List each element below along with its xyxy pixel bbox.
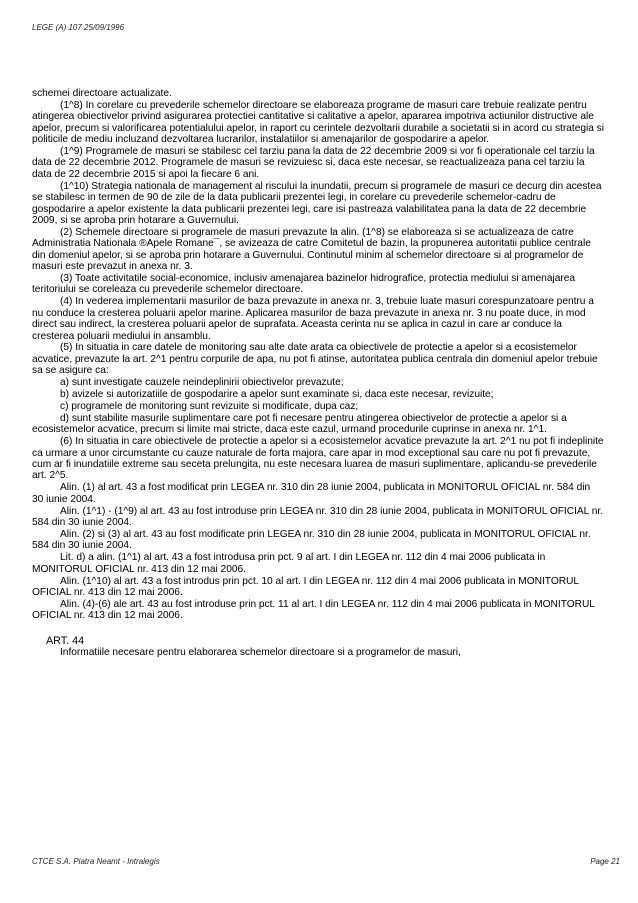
list-item-b: b) avizele si autorizatiile de gospodarire a apelor sunt examinate si, daca este necesar, revizuite; xyxy=(60,389,494,401)
list-item-c: c) programele de monitoring sunt revizuite si modificate, dupa caz; xyxy=(60,400,359,412)
list-item-d: d) sunt stabilite masurile suplimentare care pot fi necesare pentru atingerea obiectivelor de protectie a apelor si a ecosistemelor acvatice, precum si limite mai stricte, daca este cazul, urmand procedurile cuprinse in anexa nr. 1^1. xyxy=(32,412,567,436)
footer-source: CTCE S.A. Piatra Neamt - Intralegis xyxy=(32,857,160,866)
list-item-a: a) sunt investigate cauzele neindeplinirii obiectivelor prevazute; xyxy=(60,377,344,389)
document-body xyxy=(32,88,604,659)
paragraph-3: (3) Toate activitatile social-economice, inclusiv amenajarea bazinelor hidrografice, protectia mediului si amenajarea teritoriului se coreleaza cu prevederile schemelor directoare. xyxy=(32,273,576,296)
amendment-note: Alin. (2) si (3) al art. 43 au fost modificate prin LEGEA nr. 310 din 28 iunie 2004, publicata in MONITORUL OFICIAL nr. 584 din 30 iunie 2004. xyxy=(32,528,591,552)
page-header: LEGE (A) 107 25/09/1996 xyxy=(32,23,125,32)
amendment-note: Alin. (4)-(6) ale art. 43 au fost introduse prin pct. 11 al art. I din LEGEA nr. 112 din 4 mai 2006 publicata in MONITORUL OFICIAL nr. 413 din 12 mai 2006. xyxy=(32,598,595,622)
article-heading: ART. 44 xyxy=(46,634,85,647)
amendment-note: Lit. d) a alin. (1^1) al art. 43 a fost introdusa prin pct. 9 al art. I din LEGEA nr. 112 din 4 mai 2006 publicata in MONITORUL OFICIAL nr. 413 din 12 mai 2006. xyxy=(32,552,546,575)
article-text: Informatiile necesare pentru elaborarea schemelor directoare si a programelor de masuri, xyxy=(60,647,461,659)
amendment-note: Alin. (1^10) al art. 43 a fost introdus prin pct. 10 al art. I din LEGEA nr. 112 din 4 mai 2006 publicata in MONITORUL OFICIAL nr. 413 din 12 mai 2006. xyxy=(32,575,579,598)
paragraph-1-10: (1^10) Strategia nationala de management al riscului la inundatii, precum si programele de masuri ce decurg din acestea se stabilesc in termen de 90 de zile de la data publicarii prezentei legi, in corelare cu prevederile schemelor-cadru de gospodarire a apelor existente la data publicarii prezentei legi, care isi pastreaza valabilitatea pana la data de 22 decembrie 2009, si se aproba prin hotarare a Guvernului. xyxy=(32,180,602,226)
amendment-note: Alin. (1) al art. 43 a fost modificat prin LEGEA nr. 310 din 28 iunie 2004, publicata in MONITORUL OFICIAL nr. 584 din 30 iunie 2004. xyxy=(32,482,591,505)
paragraph-5: (5) In situatia in care datele de monitoring sau alte date arata ca obiectivele de protectie a apelor si a ecosistemelor acvatice, prevazute la art. 2^1 pentru corpurile de apa, nu pot fi atinse, autoritatea publica centrala din domeniul apelor trebuie sa se asigure ca: xyxy=(32,342,598,377)
amendment-note: Alin. (1^1) - (1^9) al art. 43 au fost introduse prin LEGEA nr. 310 din 28 iunie 2004, publicata in MONITORUL OFICIAL nr. 584 din 30 iunie 2004. xyxy=(32,505,604,529)
paragraph-1-9: (1^9) Programele de masuri se stabilesc cel tarziu pana la data de 22 decembrie 2009 si vor fi operationale cel tarziu la data de 22 decembrie 2012. Programele de masuri se revizuiesc si, daca este necesar, se reactualizeaza pana cel tarziu la data de 22 decembrie 2015 si apoi la fiecare 6 ani. xyxy=(32,146,595,180)
paragraph-1-8: (1^8) In corelare cu prevederile schemelor directoare se elaboreaza programe de masuri care trebuie realizate pentru atingerea obiectivelor privind asigurarea protectiei cantitative si calitative a apelor, apararea impotriva actiunilor distructive ale apelor, precum si valorificarea potentialului apelor, in raport cu cerintele dezvoltarii durabile a societatii si in acord cu strategia si politicile de mediu incluzand dezvoltarea lucrarilor, instalatiilor si amenajarilor de gospodarire a apelor. xyxy=(32,99,604,146)
paragraph-6: (6) In situatia in care obiectivele de protectie a apelor si a ecosistemelor acvatice prevazute la art. 2^1 nu pot fi indeplinite ca urmare a unor circumstante cu cauze naturale de forta majora, care apar in mod exceptional sau care nu pot fi prevazute, cum ar fi inundatiile extreme sau seceta prelungita, nu este necesara luarea de masuri suplimentare, aplicandu-se prevederile art. 2^5. xyxy=(32,436,604,482)
page-number: Page 21 xyxy=(590,857,620,866)
paragraph-4: (4) In vederea implementarii masurilor de baza prevazute in anexa nr. 3, trebuie luate masuri corespunzatoare pentru a nu conduce la cresterea poluarii apelor marine. Aplicarea masurilor de baza prevazute in anexa nr. 3 nu poate duce, in mod direct sau indirect, la cresterea poluarii apelor de suprafata. Aceasta cerinta nu se aplica in cazul in care ar conduce la cresterea poluarii mediului in ansamblu. xyxy=(32,296,594,342)
paragraph-continuation: schemei directoare actualizate. xyxy=(32,88,172,99)
paragraph-2: (2) Schemele directoare si programele de masuri prevazute la alin. (1^8) se elaboreaza si se actualizeaza de catre Administratia Nationala ®Apele Romane¯, se avizeaza de catre Comitetul de bazin, la propunerea autoritatii publice centrale din domeniul apelor, si se aproba prin hotarare a Guvernului. Continutul minim al schemelor directoare si al programelor de masuri este prevazut in anexa nr. 3. xyxy=(32,226,591,273)
